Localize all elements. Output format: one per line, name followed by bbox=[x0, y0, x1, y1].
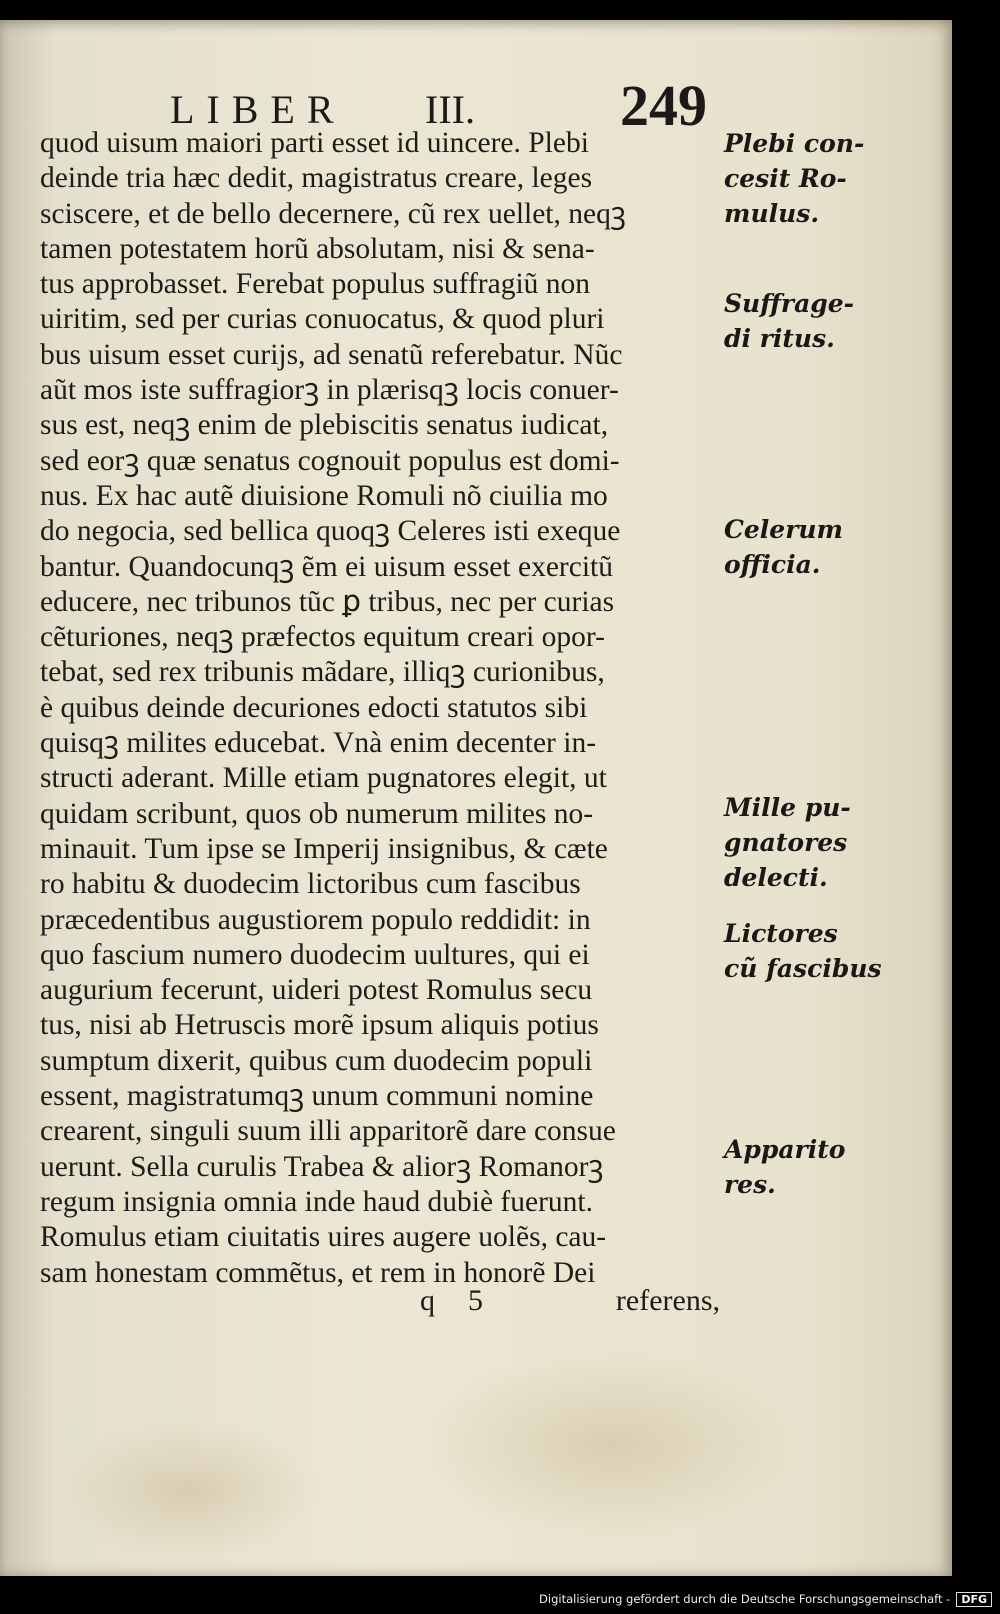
marginal-note-line: mulus. bbox=[724, 199, 820, 228]
text-line: uiritim, sed per curias conuocatus, & quod pluri bbox=[40, 303, 605, 336]
text-line: regum insignia omnia inde haud dubiè fuerunt. bbox=[40, 1185, 593, 1218]
text-line: educere, nec tribunos tũc ꝑ tribus, nec per curias bbox=[40, 585, 615, 618]
text-line: præcedentibus augustiorem populo reddidit: in bbox=[40, 903, 591, 936]
marginal-note-plebi bbox=[724, 126, 954, 231]
marginal-note-line: cũ fascibus bbox=[724, 954, 882, 983]
marginal-note-line: Apparito bbox=[724, 1135, 846, 1164]
dfg-logo: DFG bbox=[956, 1592, 992, 1607]
text-line: tamen potestatem horũ absolutam, nisi & sena- bbox=[40, 232, 595, 265]
marginal-note-line: Celerum bbox=[724, 515, 844, 544]
text-line: è quibus deinde decuriones edocti statutos sibi bbox=[40, 691, 588, 724]
text-line: quod uisum maiori parti esset id uincere. Plebi bbox=[40, 127, 589, 159]
text-line: quisqꝫ milites educebat. Vnà enim decenter in- bbox=[40, 727, 597, 760]
main-text-block bbox=[40, 126, 720, 1291]
text-line: augurium fecerunt, uideri potest Romulus secu bbox=[40, 974, 593, 1007]
text-line: sciscere, et de bello decernere, cũ rex uellet, neqꝫ bbox=[40, 197, 626, 230]
marginal-note-suffragia bbox=[724, 286, 954, 356]
text-line: structi aderant. Mille etiam pugnatores elegit, ut bbox=[40, 762, 607, 795]
text-line: Romulus etiam ciuitatis uires augere uolẽs, cau- bbox=[40, 1221, 607, 1254]
text-line: sam honestam commẽtus, et rem in honorẽ Dei bbox=[40, 1256, 596, 1289]
text-line: bus uisum esset curijs, ad senatũ referebatur. Nũc bbox=[40, 338, 623, 371]
marginal-note-mille bbox=[724, 790, 954, 895]
text-line: quidam scribunt, quos ob numerum milites no- bbox=[40, 797, 594, 830]
text-line: crearent, singuli suum illi apparitorẽ dare consue bbox=[40, 1115, 616, 1148]
marginal-note-line: delecti. bbox=[724, 863, 828, 892]
marginal-note-apparitores bbox=[724, 1132, 954, 1202]
text-line: nus. Ex hac autẽ diuisione Romuli nõ ciuilia mo bbox=[40, 479, 608, 512]
text-line: minauit. Tum ipse se Imperij insignibus, & cæte bbox=[40, 832, 608, 865]
page-number: 249 bbox=[620, 73, 707, 138]
text-line: sumptum dixerit, quibus cum duodecim populi bbox=[40, 1044, 593, 1077]
text-line: deinde tria hæc dedit, magistratus creare, leges bbox=[40, 162, 593, 195]
text-line: cẽturiones, neqꝫ præfectos equitum creari opor- bbox=[40, 621, 605, 654]
catchword: referens, bbox=[615, 1284, 720, 1317]
marginal-note-line: Suffrage- bbox=[724, 289, 855, 318]
text-line: bantur. Quandocunqꝫ ẽm ei uisum esset exercitũ bbox=[40, 550, 613, 583]
text-line: ro habitu & duodecim lictoribus cum fascibus bbox=[40, 868, 581, 901]
marginal-note-celerum bbox=[724, 512, 954, 582]
marginal-note-line: officia. bbox=[724, 550, 821, 579]
text-line: sus est, neqꝫ enim de plebiscitis senatus iudicat, bbox=[40, 409, 609, 442]
text-line: aũt mos iste suffragiorꝫ in plærisqꝫ locis conuer- bbox=[40, 374, 619, 407]
signature-mark: q bbox=[420, 1284, 435, 1317]
signature-number: 5 bbox=[468, 1284, 483, 1317]
text-line: quo fascium numero duodecim uultures, qui ei bbox=[40, 938, 590, 971]
text-line: essent, magistratumqꝫ unum communi nomine bbox=[40, 1080, 594, 1113]
marginal-note-line: res. bbox=[724, 1170, 776, 1199]
page-footer bbox=[420, 1284, 720, 1324]
running-title: LIBER bbox=[170, 87, 346, 132]
marginal-note-lictores bbox=[724, 916, 954, 986]
text-line: uerunt. Sella curulis Trabea & aliorꝫ Romanorꝫ bbox=[40, 1150, 604, 1183]
text-line: do negocia, sed bellica quoqꝫ Celeres isti exeque bbox=[40, 515, 621, 548]
text-line: tus approbasset. Ferebat populus suffragiũ non bbox=[40, 268, 591, 301]
marginal-note-line: di ritus. bbox=[724, 324, 835, 353]
book-number: III. bbox=[425, 87, 475, 132]
marginal-note-line: gnatores bbox=[724, 828, 848, 857]
marginal-note-line: Lictores bbox=[724, 919, 838, 948]
funding-credit bbox=[539, 1586, 992, 1612]
text-line: tus, nisi ab Hetruscis morẽ ipsum aliquis potius bbox=[40, 1009, 599, 1042]
credit-text: Digitalisierung gefördert durch die Deutsche Forschungsgemeinschaft - bbox=[539, 1592, 951, 1606]
marginal-note-line: Mille pu- bbox=[724, 793, 851, 822]
marginal-note-line: cesit Ro- bbox=[724, 164, 847, 193]
text-line: tebat, sed rex tribunis mãdare, illiqꝫ curionibus, bbox=[40, 656, 605, 689]
marginal-note-line: Plebi con- bbox=[724, 129, 865, 158]
text-line: sed eorꝫ quæ senatus cognouit populus est domi- bbox=[40, 444, 620, 477]
